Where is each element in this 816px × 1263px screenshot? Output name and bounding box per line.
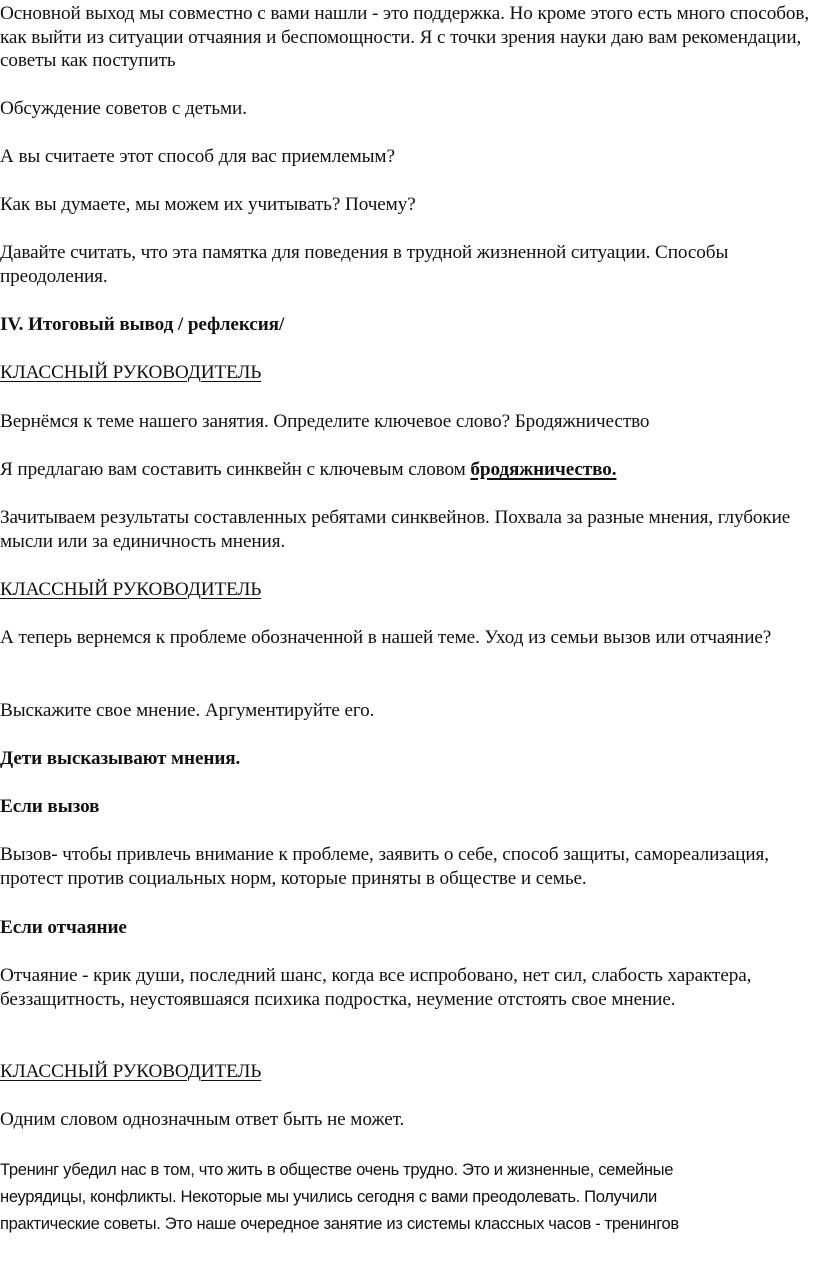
speaker-label <box>0 361 812 385</box>
paragraph-discussion: Обсуждение советов с детьми. <box>0 98 247 119</box>
paragraph-question-consider: Как вы думаете, мы можем их учитывать? Почему? <box>0 194 416 215</box>
paragraph-training-summary: Тренинг убедил нас в том, что жить в обществе очень трудно. Это и жизненные, семейные неурядицы, конфликты. Некоторые мы учились сегодня с вами преодолевать. Получили практические советы. Это наше очередное занятие из системы классных часов - тренингов <box>0 1160 679 1234</box>
paragraph-no-single-answer: Одним словом однозначным ответ быть не может. <box>0 1109 405 1130</box>
paragraph-opinion: Выскажите свое мнение. Аргументируйте его. <box>0 700 375 721</box>
paragraph-keyword: Вернёмся к теме нашего занятия. Определите ключевое слово? Бродяжничество <box>0 411 650 432</box>
speaker-label <box>0 578 812 602</box>
speaker-name: КЛАССНЫЙ РУКОВОДИТЕЛЬ <box>0 579 262 600</box>
paragraph-support-intro: Основной выход мы совместно с вами нашли - это поддержка. Но кроме этого есть много способов, как выйти из ситуации отчаяния и беспомощности. Я с точки зрения науки даю вам рекомендации, советы как поступить <box>0 3 810 72</box>
section-heading: IV. Итоговый вывод / рефлексия/ <box>0 314 285 335</box>
paragraph-cinquain <box>0 458 812 482</box>
bold-children-opinions: Дети высказывают мнения. <box>0 748 241 769</box>
bold-if-despair: Если отчаяние <box>0 917 127 938</box>
speaker-label <box>0 1060 812 1084</box>
bold-if-challenge: Если вызов <box>0 796 100 817</box>
cinquain-keyword: бродяжничество. <box>470 459 617 480</box>
paragraph-problem: А теперь вернемся к проблеме обозначенной в нашей теме. Уход из семьи вызов или отчаяние? <box>0 627 772 648</box>
speaker-name: КЛАССНЫЙ РУКОВОДИТЕЛЬ <box>0 362 262 383</box>
paragraph-results: Зачитываем результаты составленных ребятами синквейнов. Похвала за разные мнения, глубокие мысли или за единичность мнения. <box>0 507 791 552</box>
paragraph-memo: Давайте считать, что эта памятка для поведения в трудной жизненной ситуации. Способы преодоления. <box>0 242 729 287</box>
cinquain-text: Я предлагаю вам составить синквейн с ключевым словом <box>0 459 471 480</box>
speaker-name: КЛАССНЫЙ РУКОВОДИТЕЛЬ <box>0 1061 262 1082</box>
paragraph-despair: Отчаяние - крик души, последний шанс, когда все испробовано, нет сил, слабость характера, беззащитность, неустоявшаяся психика подростка, неумение отстоять свое мнение. <box>0 965 752 1010</box>
paragraph-challenge: Вызов- чтобы привлечь внимание к проблеме, заявить о себе, способ защиты, самореализация, протест против социальных норм, которые приняты в обществе и семье. <box>0 844 769 889</box>
paragraph-question-acceptable: А вы считаете этот способ для вас приемлемым? <box>0 146 395 167</box>
